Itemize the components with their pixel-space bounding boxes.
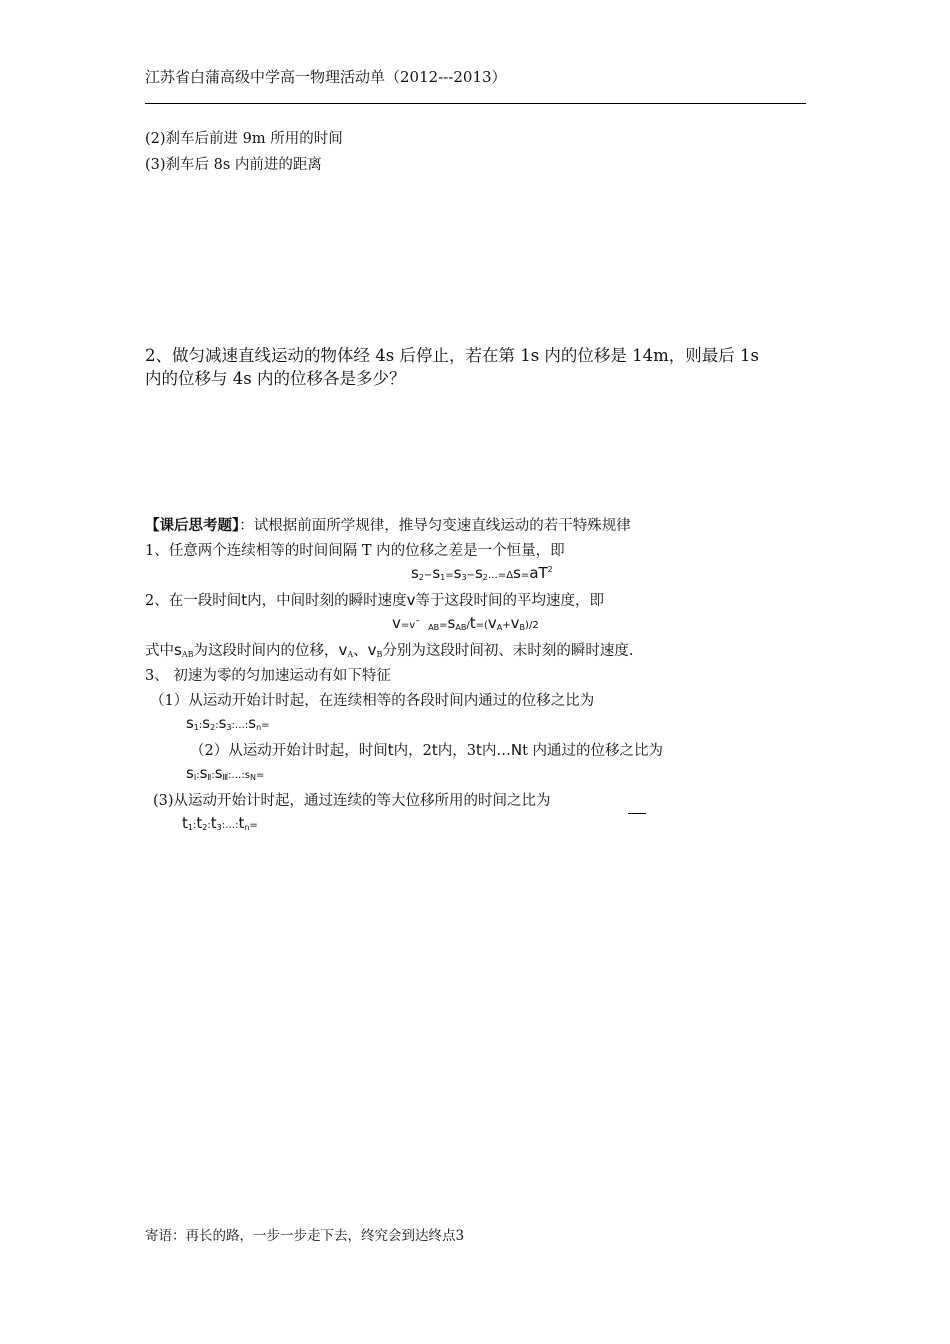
formula-displacement-difference: $s_2-s_1=s_3-s_2\dots=\Delta s=aT^2$	[411, 564, 553, 582]
problem1-part2: (2)刹车后前进 9m 所用的时间	[145, 131, 343, 147]
rule3-text: 3、 初速为零的匀加速运动有如下特征	[145, 668, 391, 684]
rule1-text: 1、任意两个连续相等的时间间隔 T 内的位移之差是一个恒量，即	[145, 543, 565, 559]
rule3-item3: (3)从运动开始计时起，通过连续的等大位移所用的时间之比为	[153, 793, 551, 809]
footer-motto: 寄语：再长的路，一步一步走下去，终究会到达终点	[145, 1228, 456, 1244]
page-number: 3	[455, 1228, 465, 1244]
answer-dash	[628, 813, 646, 814]
rule3-item2: （2）从运动开始计时起，时间t内，2t内，3t内…Nt 内通过的位移之比为	[190, 741, 664, 759]
problem2-line2: 内的位移与 4s 内的位移各是多少？	[145, 369, 406, 388]
page-footer	[145, 1224, 464, 1244]
formula-ratio-times: $t_1:t_2:t_3:\dots:t_n=$	[182, 814, 258, 832]
problem1-part3: (3)刹车后 8s 内前进的距离	[145, 157, 322, 173]
formula-ratio-cumulative: $s_Ⅰ:s_Ⅱ:s_Ⅲ:\dots:s_N=$	[186, 764, 265, 782]
page-header: 江苏省白蒲高级中学高一物理活动单（2012---2013）	[145, 68, 507, 86]
rule3-item1: （1）从运动开始计时起，在连续相等的各段时间内通过的位移之比为	[150, 693, 595, 709]
formula-ratio-equal-times: $s_1:s_2:s_3:\dots:s_n=$	[186, 714, 270, 732]
formula-note: 式中$s_{AB}$为这段时间内的位移，$v_A$、$v_B$分别为这段时间初、末时刻的瞬时速度.	[145, 641, 634, 659]
thinking-heading	[145, 514, 631, 535]
thinking-title: 【课后思考题】	[145, 517, 240, 534]
rule2-text: 2、在一段时间t内，中间时刻的瞬时速度v等于这段时间的平均速度，即	[145, 591, 605, 609]
thinking-intro: ：试根据前面所学规律，推导匀变速直线运动的若干特殊规律	[239, 518, 631, 534]
header-rule	[145, 103, 806, 104]
problem2-line1: 2、做匀减速直线运动的物体经 4s 后停止，若在第 1s 内的位移是 14m，则最后 1s	[145, 346, 760, 365]
formula-mid-velocity: v=v¯ $_{AB}=s_{AB}/t=(v_A+v_B)/2$	[392, 614, 539, 632]
